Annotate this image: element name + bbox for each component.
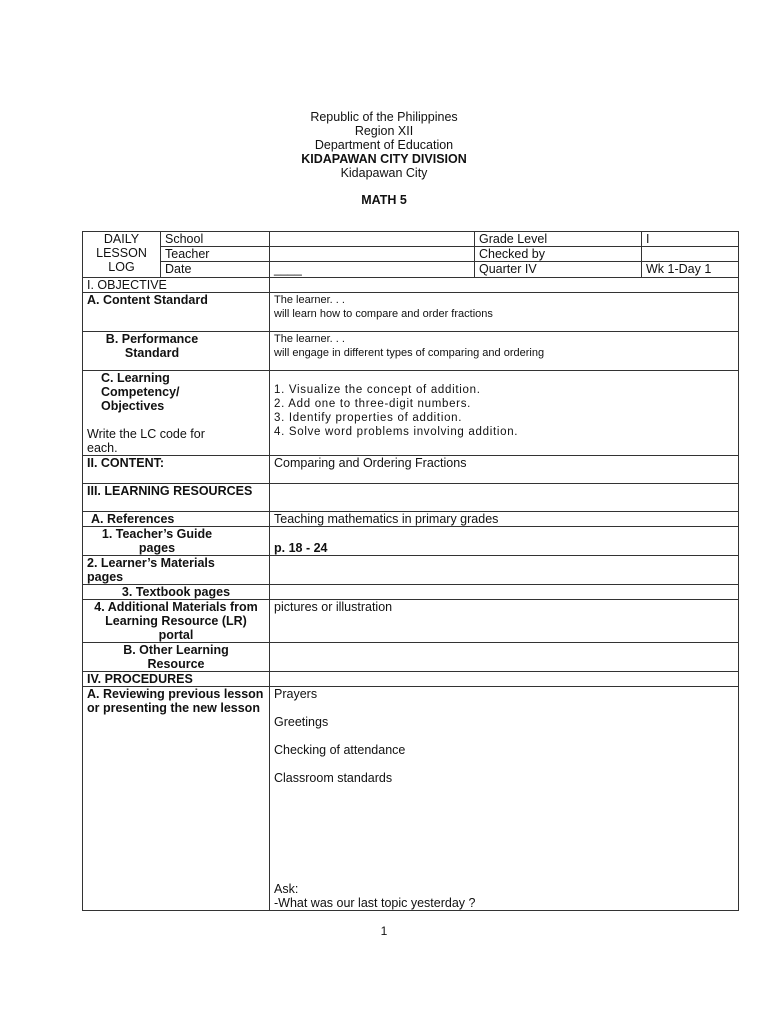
lc-note: Write the LC code for each.	[87, 427, 205, 455]
header-division: KIDAPAWAN CITY DIVISION	[301, 152, 467, 166]
date-label: Date	[161, 262, 270, 278]
content-standard-label: A. Content Standard	[83, 293, 270, 332]
teacher-label: Teacher	[161, 247, 270, 262]
tg-label: 1. Teacher’s Guide pages	[101, 527, 213, 555]
step-standards: Classroom standards	[274, 771, 393, 785]
textbook-label: 3. Textbook pages	[83, 585, 270, 600]
checked-value	[642, 247, 739, 262]
teacher-value	[270, 247, 475, 262]
content-standard-cell	[270, 293, 739, 332]
page-number: 1	[380, 924, 388, 938]
objective-heading: I. OBJECTIVE	[83, 278, 270, 293]
ask-label: Ask:	[274, 882, 299, 896]
quarter-label: Quarter IV	[475, 262, 642, 278]
objective-heading-blank	[270, 278, 739, 293]
review-label-cell	[83, 687, 270, 911]
procedures-heading-blank	[270, 672, 739, 687]
content-label: II. CONTENT:	[83, 456, 270, 484]
resources-heading: III. LEARNING RESOURCES	[83, 484, 270, 512]
step-attendance: Checking of attendance	[274, 743, 406, 757]
performance-standard-label-cell	[83, 332, 270, 371]
references-value: Teaching mathematics in primary grades	[270, 512, 739, 527]
other-label: B. Other Learning Resource	[123, 643, 229, 671]
competency-3: 3. Identify properties of addition.	[274, 412, 463, 424]
lm-label-cell	[83, 556, 270, 585]
dll-label: DAILY LESSON LOG	[96, 232, 147, 274]
header-department: Department of Education	[314, 138, 454, 152]
content-standard-text: will learn how to compare and order fractions	[274, 308, 493, 320]
resources-heading-blank	[270, 484, 739, 512]
school-label: School	[161, 232, 270, 247]
date-value: ____	[270, 262, 475, 278]
header-region: Region XII	[354, 124, 414, 138]
lm-label: 2. Learner’s Materials pages	[87, 556, 215, 584]
content-standard-intro: The learner. . .	[274, 294, 345, 306]
step-greetings: Greetings	[274, 715, 329, 729]
header-republic: Republic of the Philippines	[310, 110, 458, 124]
performance-standard-text: will engage in different types of comparing and ordering	[274, 347, 545, 359]
additional-value: pictures or illustration	[270, 600, 739, 643]
tg-label-cell	[83, 527, 270, 556]
checked-label: Checked by	[475, 247, 642, 262]
procedures-heading: IV. PROCEDURES	[83, 672, 270, 687]
performance-standard-cell	[270, 332, 739, 371]
references-label: A. References	[83, 512, 270, 527]
competency-4: 4. Solve word problems involving addition.	[274, 426, 519, 438]
grade-label: Grade Level	[475, 232, 642, 247]
competency-label: C. Learning Competency/ Objectives	[101, 371, 180, 413]
performance-standard-label: B. Performance Standard	[105, 332, 199, 360]
step-prayers: Prayers	[274, 687, 318, 701]
competency-1: 1. Visualize the concept of addition.	[274, 384, 481, 396]
textbook-value	[270, 585, 739, 600]
additional-label: 4. Additional Materials from Learning Resource (LR) portal	[83, 600, 270, 643]
other-value	[270, 643, 739, 672]
dll-label-cell	[83, 232, 161, 278]
content-value: Comparing and Ordering Fractions	[270, 456, 739, 484]
competency-label-cell	[83, 371, 270, 456]
ask-block	[274, 882, 475, 910]
week-label: Wk 1-Day 1	[642, 262, 739, 278]
review-label: A. Reviewing previous lesson or presenting the new lesson	[87, 687, 264, 715]
subject-title: MATH 5	[361, 193, 407, 207]
header-city: Kidapawan City	[340, 166, 428, 180]
lesson-log-table	[82, 231, 739, 911]
other-label-cell	[83, 643, 270, 672]
school-value	[270, 232, 475, 247]
lm-value	[270, 556, 739, 585]
competency-list	[270, 371, 739, 456]
tg-value: p. 18 - 24	[270, 527, 739, 556]
ask-question: -What was our last topic yesterday ?	[274, 896, 476, 910]
competency-2: 2. Add one to three-digit numbers.	[274, 398, 472, 410]
grade-value: I	[642, 232, 739, 247]
performance-standard-intro: The learner. . .	[274, 333, 345, 345]
review-activities	[270, 687, 739, 911]
document-header	[0, 110, 768, 180]
